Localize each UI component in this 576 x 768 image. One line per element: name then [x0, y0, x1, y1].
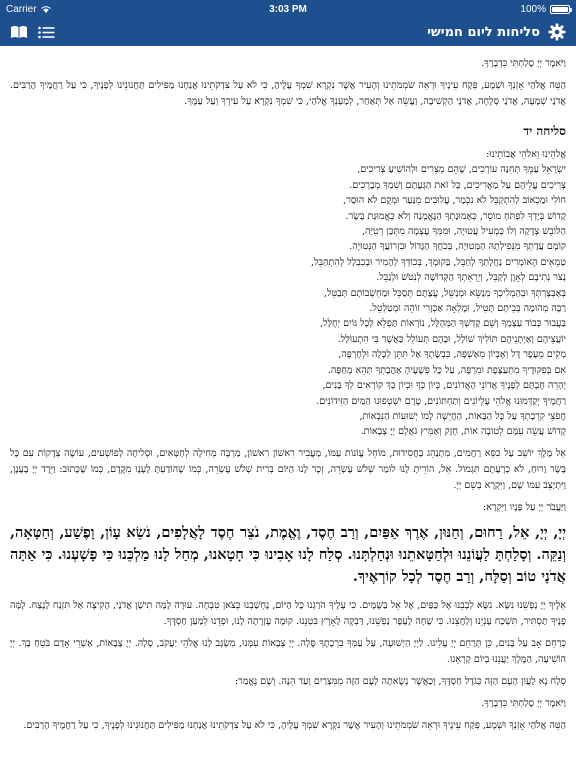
gear-icon[interactable] [548, 23, 566, 41]
verse-paragraph: וַיֹּאמֶר יְיָ סָלַחְתִּי כִּדְבָרֶךָ. [481, 697, 566, 709]
prayer-paragraph: הַטֵּה אֱלֹהַי אָזְנְךָ וּשְׁמָע, פְּקַח עֵינֶיךָ וּרְאֵה שֹׁמְמֹתֵינוּ וְהָעִיר אֲשֶׁר נִקְרָא שִׁמְךָ עָלֶיהָ, כִּי לֹא עַל צִדְקֹתֵינוּ אֲנַחְנוּ מַפִּילִים תַּחֲנוּנֵינוּ לְפָנֶיךָ, כִּי עַל רַחֲמֶיךָ הָרַבִּים. אֲדֹנָי שְׁמָעָה, אֲדֹנָי סְלָחָה, אֲדֹנָי הַקְשִׁיבָה, וַעֲשֵׂה אַל תְּאַחַר, לְמַעַנְךָ אֱלֹהַי, כִּי שִׁמְךָ נִקְרָא עַל עִירְךָ וְעַל עַמֶּךָ. [10, 80, 566, 107]
poem-line: אִם בְּפִקּוּדֶיךָ מִתְעַצֶּפֶת וּמִרְפָּה, עַל כָּל פְּשָׁעֶיהָ אַהֲבָתְךָ תְּהֵא מְחַפָּה. [327, 364, 566, 376]
section-heading: סליחה יד [523, 124, 566, 138]
prayer-paragraph: הַטֵּה אֱלֹהַי אָזְנְךָ וּשְׁמָע, פְּקַח עֵינֶיךָ וּרְאֵה שֹׁמְמֹתֵינוּ וְהָעִיר אֲשֶׁר נִקְרָא שִׁמְךָ עָלֶיהָ, כִּי לֹא עַל צִדְקֹתֵינוּ אֲנַחְנוּ מַפִּילִים תַּחֲנוּנֵינוּ לְפָנֶיךָ, כִּי עַל רַחֲמֶיךָ הָרַבִּים. [23, 719, 566, 731]
navigation-bar [0, 18, 576, 46]
poem-line: מְקִים מֵעָפָר דָּל וְאֶבְיוֹן מֵאַשְׁפָּה, כִּבְשָׂתְךָ אַל תִּתֵּן לְכָלָה וּלְחֶרְפָּה, [338, 349, 566, 361]
poem-line: יִשְׂרָאֵל עַמְּךָ תְּחִנָּה עוֹרְכִים, שֶׁהֵם מְצֵרִים וּלְהוֹשִׁיעַ צְרִיכִים, [357, 164, 566, 176]
poem-line: בְּאַבְּצָרְתְּךָ וּבְהַמְלִיכְךָ מְנַשֵּׂא וּמְנַשֵּׁל, עֲצָתָם תְּסַכֵּל וּמַחְשְׁבוֹתָם תְּבַטֵּל, [323, 287, 566, 299]
poem-line: חֲפֹצֵי קִרְבָתְךָ עַל כָּל הַבָּאוֹת, הַחֲיֵשָׁה לָמוֹ יְשׁוּעוֹת הַנִּבְאוֹת, [359, 410, 566, 422]
poem-line: בַּעֲבוּר כְּבוֹד עַצְמְךָ וְשֵׁם קָדְשְׁךָ הַמְּהֻלָּל, נוֹרָאוֹת תַּפְלֵא לְכָל גּוֹיִם יְחֻלָּל, [320, 318, 566, 330]
prayer-paragraph: סְלַח נָא לַעֲוֹן הָעָם הַזֶּה כְּגֹדֶל חַסְדֶּךָ, וְכַאֲשֶׁר נָשָׂאתָה לָעָם הַזֶּה מִמִּצְרַיִם וְעַד הֵנָּה. וְשָׁם נֶאֱמַר: [234, 675, 566, 687]
verse-paragraph: וַיֹּאמֶר יְיָ סָלַחְתִּי כִּדְבָרֶךָ. [481, 58, 566, 69]
poem-line: חוֹלִי וּמַכְאוֹב לְהִתְקַבֵּל לֹא נִכְמָר, עֲלוּבִים מִנַּעַר וּמְקֻם לֹא הוּסַר, [343, 195, 566, 207]
poem-line: טְמֵאִים הָאוֹמְרִים נַחֲלָתְךָ לְחַבֵּל, בְּקוּמָךְ, בְּכוֹדְךָ לְהָמִיר וּבְכִבְלָל לְהִתְהַבֵּל, [310, 256, 566, 268]
wifi-icon [41, 6, 51, 13]
status-bar [0, 0, 576, 18]
poem-line: הַלּוֹבֵשׁ צְדָקָה וְלוֹ כְּמְעִיל עֲטוּיָה, וּמִמְּךָ עֶצְמָה מִתְּכַּן רְטִיָּה, [362, 226, 566, 238]
battery-fill [552, 7, 568, 12]
poem-line: רַבָּה מְהוּמָה בְּבֵיתָם תָּטִיל, וּמָלְאָה אַכְזָרִי זוֹהֵה וּמְטַלְטֵל. [369, 303, 566, 315]
status-left [6, 4, 51, 15]
poem-line: קוֹמָם עֲדָתְךָ מִנְּפִילָתָהּ הַמְּטוּיָה, בְּכֹחֲךָ הַגָּדוֹל וּבִזְרוֹעֲךָ הַנְּטוּיָה. [349, 241, 566, 253]
poem-line: רַחֲמֶיךָ יְקַדְּמוּנוּ אֱלֹהֵי עֶלְיוֹנִים וְתַחְתּוֹנִים, טֶרֶם יִשְׁטְפוּנוּ הַמַּיִם הַזֵּידוֹנִים. [316, 395, 566, 407]
page-title: סליחות ליום חמישי [427, 24, 540, 40]
piyyut-poem [10, 147, 566, 440]
prayer-paragraph: אֵלֶיךָ יְיָ נַפְשֵׁנוּ נִשָּׂא. נִשָּׂא לְבָבֵנוּ אֶל כַּפַּיִם, אֶל אֵל בַּשָּׁמָיִם. כִּי עָלֶיךָ הֹרַגְנוּ כָל הַיּוֹם, נֶחְשַׁבְנוּ כְּצֹאן טִבְחָה. עוּרָה לָמָּה תִישַׁן אֲדֹנָי, הָקִיצָה אַל תִּזְנַח לָנֶצַח. לָמָּה פָנֶיךָ תַסְתִּיר, תִּשְׁכַּח עָנְיֵנוּ וְלַחֲצֵנוּ. כִּי שָׁחָה לֶעָפָר נַפְשֵׁנוּ, דָּבְקָה לָאָרֶץ בִּטְנֵנוּ. קוּמָה עֶזְרָתָה לָנוּ, וּפְדֵנוּ לְמַעַן חַסְדֶּךָ. [10, 599, 566, 627]
poem-line: נְצֹר נְתִיבָם לְאָוֶן לְקַבֵּל, וְיֵרְאֵתְךָ הַקְּדוֹשָׁה לְנִטֹּשׁ וּלְנַבֵּל. [376, 272, 566, 284]
prayer-paragraph: אֵל מֶלֶךְ יוֹשֵׁב עַל כִּסֵּא רַחֲמִים, מִתְנַהֵג בַּחֲסִידוּת, מוֹחֵל עֲוֹנוֹת עַמּוֹ, מַעֲבִיר רִאשׁוֹן רִאשׁוֹן, מַרְבֶּה מְחִילָה לְחַטָּאִים, וּסְלִיחָה לְפוֹשְׁעִים, עוֹשֶׂה צְדָקוֹת עִם כָּל בָּשָׂר וָרוּחַ, לֹא כְרָעָתָם תִּגְמוֹל. אֵל, הוֹרֵיתָ לָנוּ לוֹמַר שְׁלֹשׁ עֶשְׂרֵה, זְכָר לָנוּ הַיּוֹם בְּרִית שְׁלֹשׁ עֶשְׂרֵה, כְּמוֹ שֶׁהוֹדַעְתָּ לֶעָנָו מִקֶּדֶם, כְּמוֹ שֶׁכָּתוּב: וַיֵּרֶד יְיָ בֶּעָנָן, וַיִּתְיַצֵּב עִמּוֹ שָׁם, וַיִּקְרָא בְשֵׁם יְיָ. [10, 447, 566, 491]
poem-line: צְרִיכִים עֲלֵיהֶם עַל מַאֲרִיכִים, כָּל זֹאת הַגְּעָתָם וְשִׁמְךָ מְבָרְכִים. [349, 179, 566, 191]
prayer-paragraph: כְּרַחֵם אָב עַל בָּנִים, כֵּן תְּרַחֵם יְיָ עָלֵינוּ. לַיְיָ הַיְשׁוּעָה, עַל עַמְּךָ בִרְכָתֶךָ סֶּלָה. יְיָ צְבָאוֹת עִמָּנוּ, מִשְׂגָּב לָנוּ אֱלֹהֵי יַעֲקֹב, סֶלָה. יְיָ צְבָאוֹת, אַשְׁרֵי אָדָם בֹּטֵחַ בָּךְ. יְיָ הוֹשִׁיעָה, הַמֶּלֶךְ יַעֲנֵנוּ בְיוֹם קָרְאֵנוּ. [10, 637, 566, 665]
battery-percent: 100% [520, 3, 546, 15]
poem-line: קָדוֹשׁ בְּיָדְךָ לִפְתֹּחַ מוֹסֵר, כְּאֶמוּנָתְךָ הַנֶּאֱמָנָה וְלֹא כְּאֱמוּנַת בָּשָׂר. [345, 210, 566, 222]
nav-left-group [10, 25, 55, 39]
nav-right-group [427, 23, 566, 41]
book-icon[interactable] [10, 25, 28, 39]
prayer-text-scroll-area[interactable] [0, 46, 576, 768]
list-icon[interactable] [38, 26, 55, 39]
verse-paragraph: וַיַּעֲבֹר יְיָ עַל פָּנָיו וַיִּקְרָא: [483, 501, 566, 513]
carrier-label: Carrier [6, 3, 37, 15]
poem-line: יְהָרֵה חֶבְתָּם לְפָנֶיךָ אֲדוֹנֵי הָאֲדוֹנִים, כְּיוֹן כְּךָ וּכְיוֹן כַּךְ קוֹרְאִים לְךָ בָּנִים, [322, 380, 566, 392]
thirteen-attributes-paragraph: יְיָ, יְיָ, אֵל, רַחוּם, וְחַנּוּן, אֶרֶךְ אַפַּיִם, וְרַב חֶסֶד, וֶאֱמֶת, נֹצֵר חֶסֶד לָאֲלָפִים, נֹשֵׂא עָוֹן, וָפֶשַׁע, וְחַטָּאָה, וְנַקֵּה. וְסָלַחְתָּ לַעֲוֹנֵנוּ וּלְחַטָּאתֵנוּ וּנְחַלְתָּנוּ. סְלַח לָנוּ אָבִינוּ כִּי חָטָאנוּ, מְחַל לָנוּ מַלְכֵּנוּ כִּי פָשָׁעְנוּ. כִּי אַתָּה אֲדֹנָי טוֹב וְסַלָּח, וְרַב חֶסֶד לְכָל קוֹרְאֶיךָ. [10, 523, 566, 585]
status-right [520, 4, 570, 15]
poem-line: אֱלֹהֵינוּ וֵאלֹהֵי אֲבוֹתֵינוּ: [486, 149, 566, 160]
poem-line: יוֹעֲצֵיהֶם וְאַיְתָנֵיהֶם תּוֹלִיךְ שׁוֹלָל, וּבָהֶם תְּעוֹלֵל כַּאֲשֶׁר בִּי הִתְעוֹלָל. [337, 333, 566, 345]
poem-line: קָדוֹשׁ עֲשֵׂה עִמָּם לְטוֹבָה אוֹת, חָזָק וְאַמִּיץ גֹּאֲלָם יְיָ צְבָאוֹת. [360, 426, 566, 438]
battery-icon [550, 5, 570, 14]
status-time: 3:03 PM [269, 3, 307, 15]
